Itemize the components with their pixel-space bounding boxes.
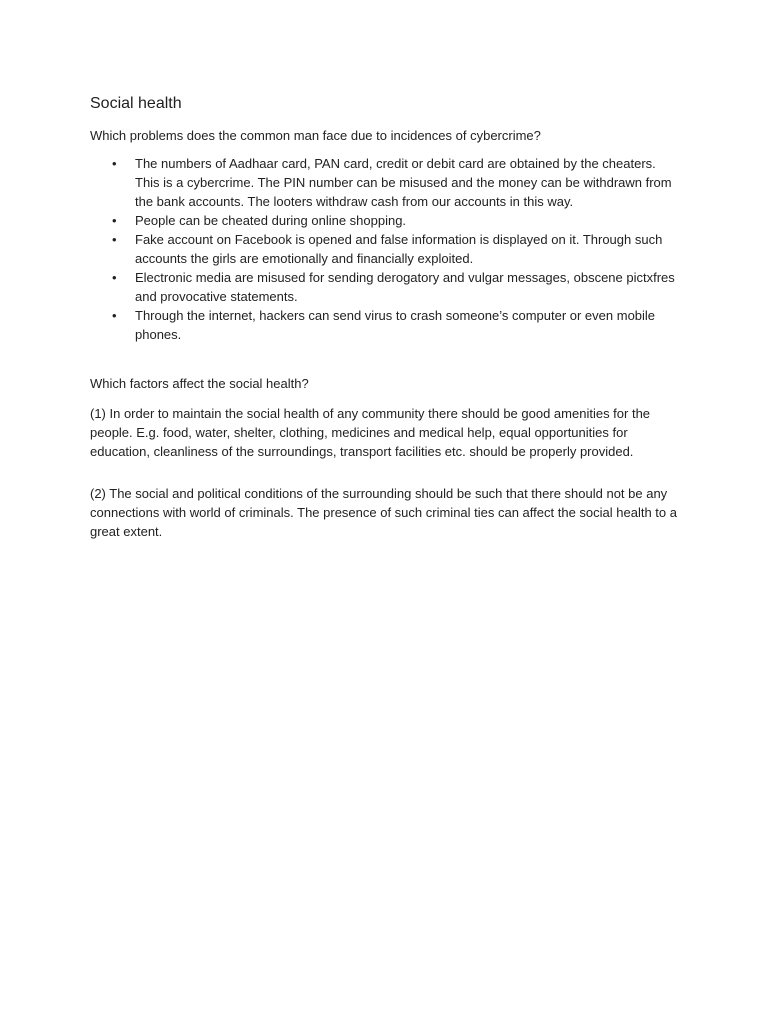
question-cybercrime: Which problems does the common man face due to incidences of cybercrime? xyxy=(90,128,541,143)
list-item xyxy=(90,211,680,230)
bullet-icon: • xyxy=(112,232,117,247)
list-item xyxy=(90,154,680,211)
bullet-icon: • xyxy=(112,156,117,171)
list-item-text: Through the internet, hackers can send virus to crash someone’s computer or even mobile phones. xyxy=(135,308,656,342)
list-item-text: Fake account on Facebook is opened and false information is displayed on it. Through such accounts the girls are emotionally and financially exploited. xyxy=(135,232,663,266)
factor-paragraph-2: (2) The social and political conditions of the surrounding should be such that there should not be any connections with world of criminals. The presence of such criminal ties can affect the social health to a great extent. xyxy=(90,486,677,539)
cybercrime-problems-list xyxy=(90,154,680,344)
list-item xyxy=(90,306,680,344)
factor-paragraph-1: (1) In order to maintain the social health of any community there should be good amenities for the people. E.g. food, water, shelter, clothing, medicines and medical help, equal opportunities for education, cleanliness of the surroundings, transport facilities etc. should be properly provided. xyxy=(90,406,651,459)
list-item xyxy=(90,268,680,306)
document-title: Social health xyxy=(90,95,182,112)
document-body xyxy=(90,94,680,541)
bullet-icon: • xyxy=(112,308,117,323)
list-item-text: People can be cheated during online shopping. xyxy=(135,213,407,228)
list-item-text: Electronic media are misused for sending derogatory and vulgar messages, obscene pictxfres and provocative statements. xyxy=(135,270,675,304)
bullet-icon: • xyxy=(112,270,117,285)
list-item-text: The numbers of Aadhaar card, PAN card, credit or debit card are obtained by the cheaters. This is a cybercrime. The PIN number can be misused and the money can be withdrawn from the bank accounts. The looters withdraw cash from our accounts in this way. xyxy=(135,156,672,209)
bullet-icon: • xyxy=(112,213,117,228)
list-item xyxy=(90,230,680,268)
question-social-health-factors: Which factors affect the social health? xyxy=(90,376,309,391)
